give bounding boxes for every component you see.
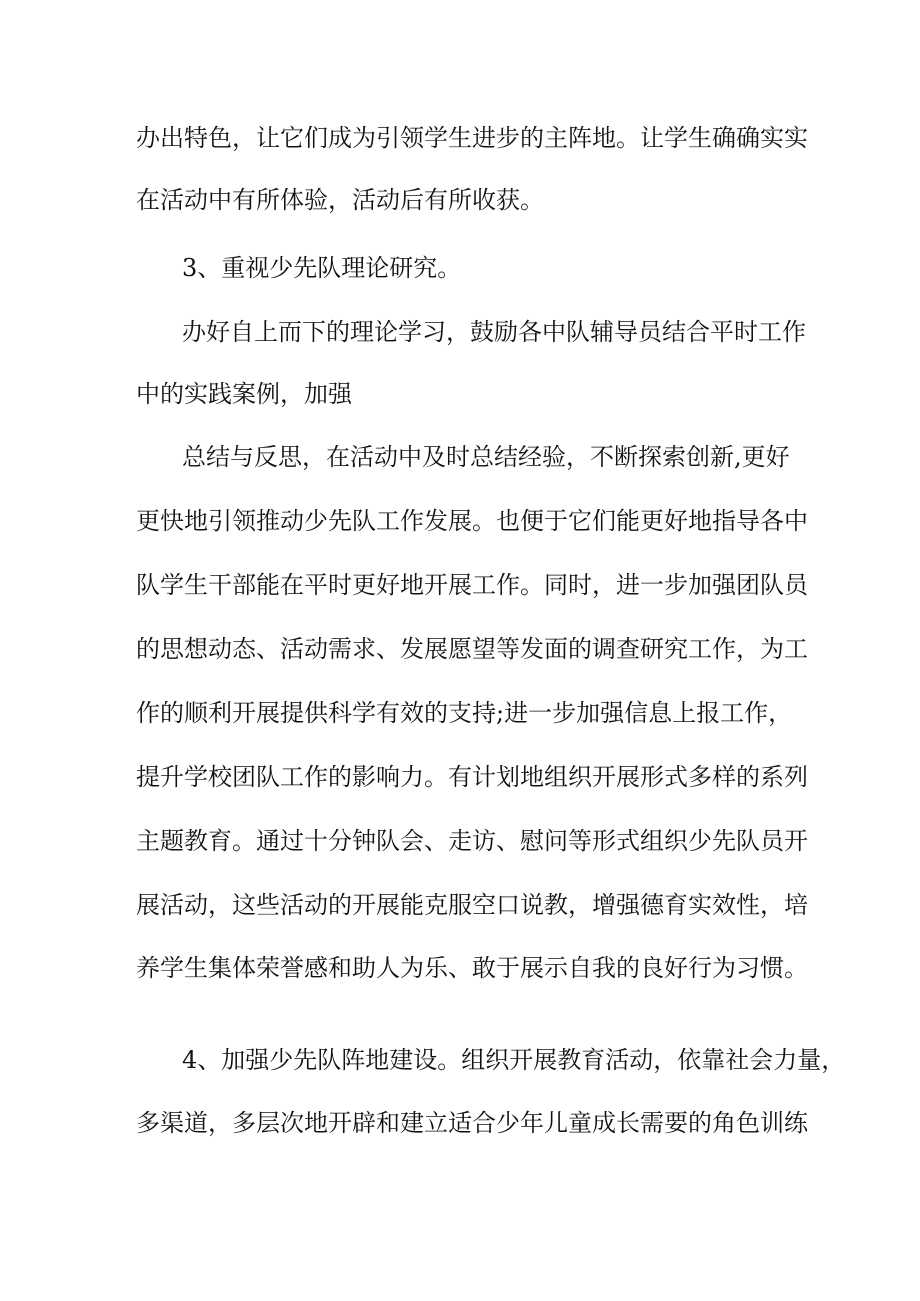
text-line: 在活动中有所体验，活动后有所收获。: [136, 186, 544, 214]
text-line: 作的顺利开展提供科学有效的支持;进一步加强信息上报工作，: [136, 699, 793, 727]
text-line: 养学生集体荣誉感和助人为乐、敢于展示自我的良好行为习惯。: [136, 954, 808, 982]
section-heading: 3、重视少先队理论研究。: [182, 254, 462, 282]
text-line: 的思想动态、活动需求、发展愿望等发面的调查研究工作，为工: [136, 635, 808, 663]
text-line: 更快地引领推动少先队工作发展。也便于它们能更好地指导各中: [136, 507, 808, 535]
text-line: 多渠道，多层次地开辟和建立适合少年儿童成长需要的角色训练: [136, 1109, 808, 1137]
text-line: 中的实践案例，加强: [136, 380, 352, 408]
text-line: 队学生干部能在平时更好地开展工作。同时，进一步加强团队员: [136, 571, 808, 599]
section-heading: 4、加强少先队阵地建设。组织开展教育活动，依靠社会力量，: [182, 1046, 846, 1074]
text-line: 办出特色，让它们成为引领学生进步的主阵地。让学生确确实实: [136, 124, 808, 152]
text-line: 展活动，这些活动的开展能克服空口说教，增强德育实效性，培: [136, 891, 808, 919]
text-line: 主题教育。通过十分钟队会、走访、慰问等形式组织少先队员开: [136, 827, 808, 855]
text-line: 总结与反思，在活动中及时总结经验，不断探索创新,更好: [182, 443, 790, 471]
text-line: 提升学校团队工作的影响力。有计划地组织开展形式多样的系列: [136, 763, 808, 791]
text-line: 办好自上而下的理论学习，鼓励各中队辅导员结合平时工作: [182, 318, 806, 346]
